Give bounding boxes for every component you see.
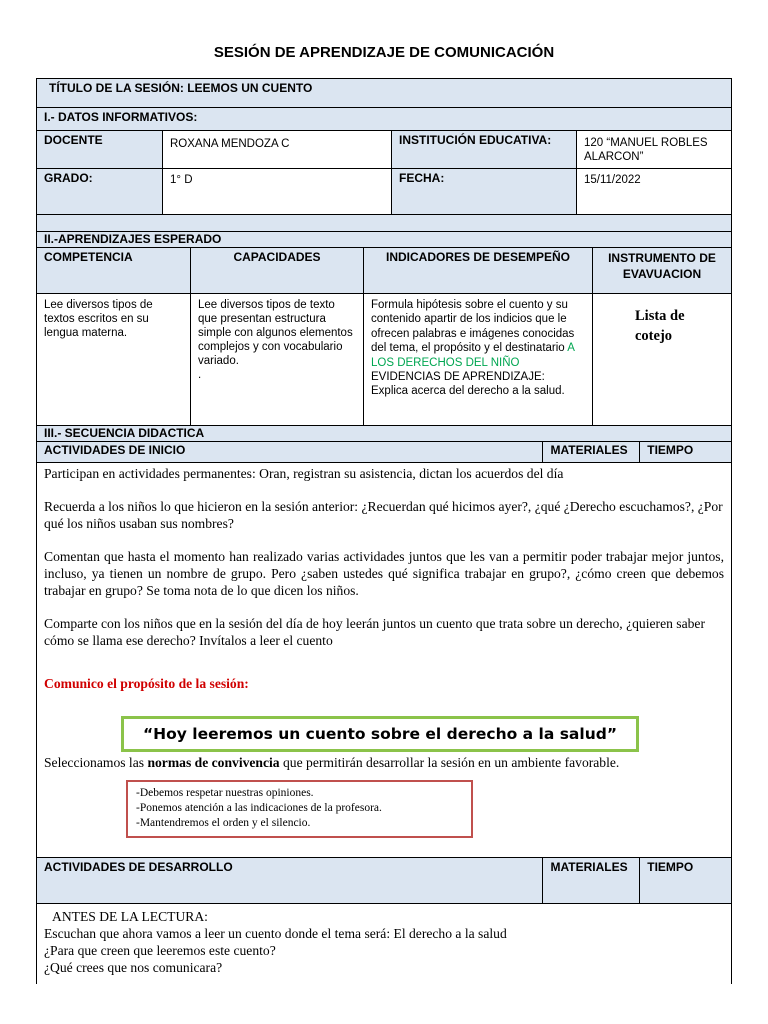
col-instrumento: INSTRUMENTO DE EVAVUACION	[592, 248, 731, 293]
purpose-label: Comunico el propósito de la sesión:	[44, 676, 249, 691]
col-capacidades: CAPACIDADES	[190, 248, 363, 293]
desarrollo-line-1: Escuchan que ahora vamos a leer un cuento donde el tema será: El derecho a la salud	[44, 926, 507, 941]
inicio-header-row	[36, 442, 732, 463]
grado-row	[36, 169, 732, 215]
norms-intro: Seleccionamos las normas de convivencia que permitirán desarrollar la sesión en un ambiente favorable.	[44, 755, 620, 770]
indicadores-cell	[363, 294, 592, 425]
desarrollo-body	[37, 904, 731, 984]
docente-label: DOCENTE	[37, 131, 162, 168]
inicio-materiales: MATERIALES	[542, 442, 639, 462]
info-table	[36, 78, 732, 984]
capacidades-cell	[190, 294, 363, 425]
evidencias-text: Explica acerca del derecho a la salud.	[371, 385, 565, 398]
fecha-label: FECHA:	[391, 169, 576, 214]
competencia-text: Lee diversos tipos de textos escritos en su lengua materna.	[44, 299, 153, 339]
desarrollo-materiales: MATERIALES	[542, 858, 639, 903]
instrumento-text: Lista de cotejo	[592, 294, 731, 425]
desarrollo-line-2: ¿Para que creen que leeremos este cuento?	[44, 943, 276, 958]
spacer-row	[36, 215, 732, 232]
secuencia-heading: III.- SECUENCIA DIDACTICA	[44, 426, 205, 440]
col-indicadores: INDICADORES DE DESEMPEÑO	[363, 248, 592, 293]
desarrollo-tiempo: TIEMPO	[639, 858, 731, 903]
institucion-label: INSTITUCIÓN EDUCATIVA:	[391, 131, 576, 168]
evidencias-label: EVIDENCIAS DE APRENDIZAJE:	[371, 371, 545, 384]
inicio-label: ACTIVIDADES DE INICIO	[44, 443, 186, 457]
aprendizajes-heading: II.-APRENDIZAJES ESPERADO	[44, 232, 222, 246]
session-title: TÍTULO DE LA SESIÓN: LEEMOS UN CUENTO	[49, 81, 313, 95]
capacidades-dot: .	[198, 369, 202, 381]
purpose-box: “Hoy leeremos un cuento sobre el derecho a la salud”	[121, 716, 639, 752]
grado-label: GRADO:	[37, 169, 162, 214]
grado-value: 1° D	[162, 169, 391, 214]
capacidades-text: Lee diversos tipos de texto que presentan estructura simple con algunos elementos complejos y con vocabulario variado.	[198, 299, 353, 367]
docente-value: ROXANA MENDOZA C	[162, 131, 391, 168]
norm-item: -Mantendremos el orden y el silencio.	[136, 817, 311, 829]
fecha-value: 15/11/2022	[576, 169, 731, 214]
session-title-row	[36, 78, 732, 108]
inicio-tiempo: TIEMPO	[639, 442, 731, 462]
institucion-value: 120 “MANUEL ROBLES ALARCON”	[576, 131, 731, 168]
inicio-p3: Comentan que hasta el momento han realizado varias actividades juntos que les van a permitir poder trabajar mejor juntos, incluso, ya tienen un nombre de grupo. Pero ¿saben ustedes qué significa trabajar en grupo?, ¿cómo creen que debemos trabajar en grupo? Se toma nota de lo que dicen los niños.	[44, 549, 724, 598]
inicio-p2: Recuerda a los niños lo que hicieron en la sesión anterior: ¿Recuerdan qué hicimos ayer?, ¿qué ¿Derecho escuchamos?, ¿Por qué los niños usaban sus nombres?	[44, 499, 723, 531]
indicadores-text: Formula hipótesis sobre el cuento y su contenido apartir de los indicios que le ofrecen palabras e imágenes conocidas del tema, el propósito y el destinatario	[371, 299, 575, 355]
indicadores-green-text: A LOS DERECHOS DEL NIÑO	[371, 342, 575, 369]
inicio-p4: Comparte con los niños que en la sesión del día de hoy leerán juntos un cuento que trata sobre un derecho, ¿quieren saber cómo se llama ese derecho? Invítalos a leer el cuento	[44, 616, 705, 648]
norm-item: -Ponemos atención a las indicaciones de la profesora.	[136, 802, 382, 814]
aprendizajes-body-row	[36, 294, 732, 426]
secuencia-heading-row	[36, 426, 732, 442]
desarrollo-line-3: ¿Qué crees que nos comunicara?	[44, 960, 223, 975]
desarrollo-label: ACTIVIDADES DE DESARROLLO	[44, 860, 233, 874]
norms-box	[126, 780, 473, 838]
aprendizajes-header-row	[36, 248, 732, 294]
norm-item: -Debemos respetar nuestras opiniones.	[136, 787, 314, 799]
aprendizajes-heading-row	[36, 232, 732, 248]
document-title: SESIÓN DE APRENDIZAJE DE COMUNICACIÓN	[213, 44, 555, 61]
docente-row	[36, 131, 732, 169]
antes-heading: ANTES DE LA LECTURA:	[52, 909, 208, 924]
desarrollo-header-row	[36, 858, 732, 904]
desarrollo-body-row	[36, 904, 732, 984]
datos-heading: I.- DATOS INFORMATIVOS:	[44, 110, 198, 124]
col-competencia: COMPETENCIA	[44, 250, 133, 264]
datos-heading-row	[36, 108, 732, 131]
inicio-p1: Participan en actividades permanentes: Oran, registran su asistencia, dictan los acuerdos del día	[44, 466, 564, 481]
